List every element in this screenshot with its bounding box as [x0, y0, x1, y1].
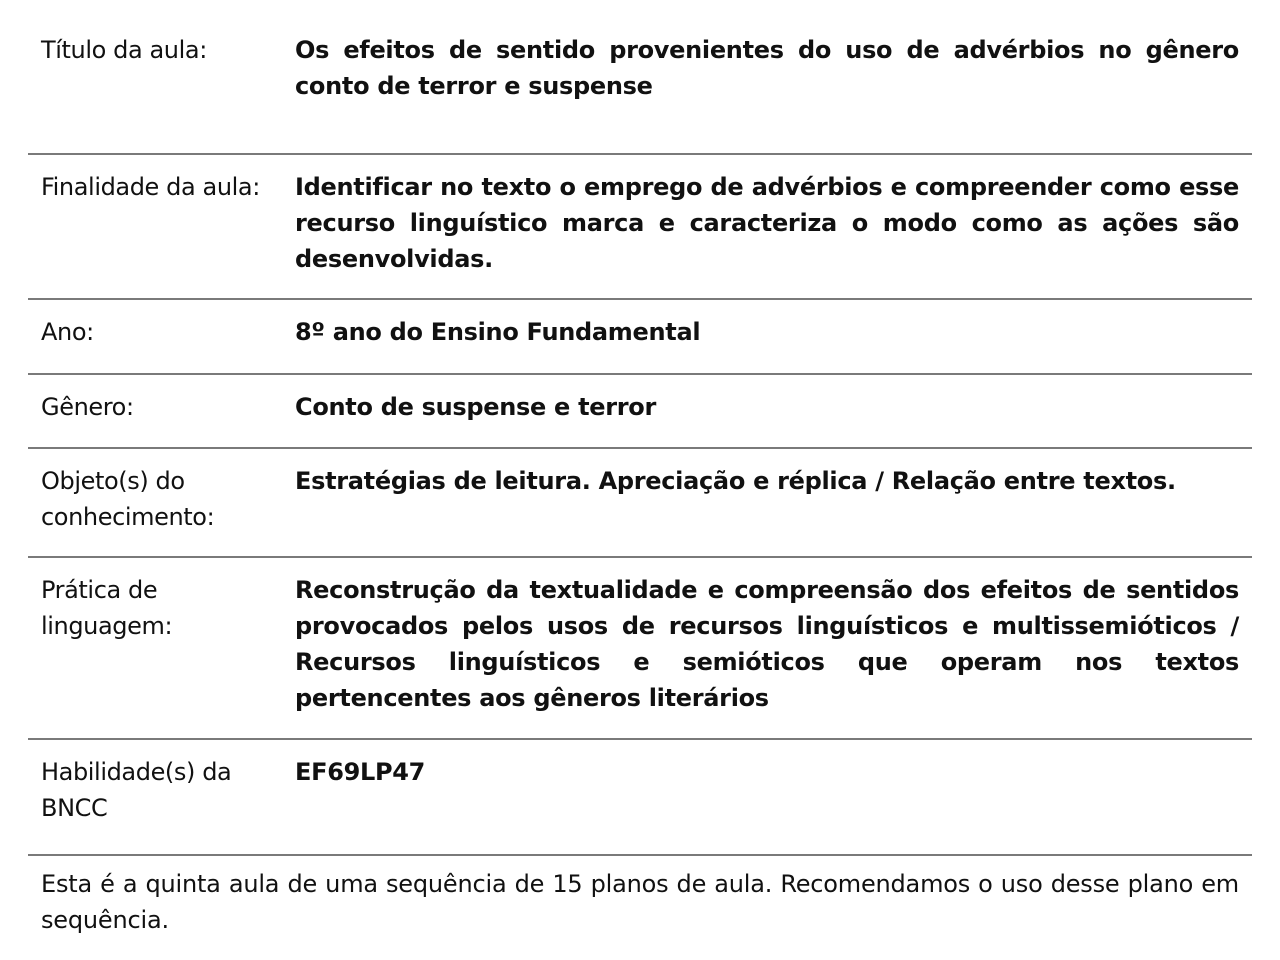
row-language-practice [28, 557, 1252, 739]
school-year-label: Ano: [28, 299, 282, 374]
lesson-title-label: Título da aula: [28, 18, 282, 154]
language-practice-value: Reconstrução da textualidade e compreensão dos efeitos de sentidos provocados pelos usos de recursos linguísticos e multissemióticos / Recursos linguísticos e semióticos que operam nos textos pertencentes aos gêneros literários [282, 557, 1252, 739]
school-year-value: 8º ano do Ensino Fundamental [282, 299, 1252, 374]
knowledge-objects-label: Objeto(s) do conhecimento: [28, 448, 282, 557]
row-genre [28, 374, 1252, 448]
row-knowledge-objects [28, 448, 1252, 557]
row-sequence-note [28, 855, 1252, 938]
row-lesson-purpose [28, 154, 1252, 299]
language-practice-label: Prática de linguagem: [28, 557, 282, 739]
row-school-year [28, 299, 1252, 374]
genre-value: Conto de suspense e terror [282, 374, 1252, 448]
genre-label: Gênero: [28, 374, 282, 448]
knowledge-objects-value: Estratégias de leitura. Apreciação e réplica / Relação entre textos. [282, 448, 1252, 557]
lesson-purpose-value: Identificar no texto o emprego de advérbios e compreender como esse recurso linguístico marca e caracteriza o modo como as ações são desenvolvidas. [282, 154, 1252, 299]
lesson-info-table [28, 18, 1252, 938]
bncc-skills-label: Habilidade(s) da BNCC [28, 739, 282, 855]
lesson-purpose-label: Finalidade da aula: [28, 154, 282, 299]
sequence-note: Esta é a quinta aula de uma sequência de 15 planos de aula. Recomendamos o uso desse plano em sequência. [41, 870, 1239, 934]
lesson-title-value: Os efeitos de sentido provenientes do uso de advérbios no gênero conto de terror e suspense [282, 18, 1252, 154]
bncc-skills-value: EF69LP47 [282, 739, 1252, 855]
row-lesson-title [28, 18, 1252, 154]
row-bncc-skills [28, 739, 1252, 855]
